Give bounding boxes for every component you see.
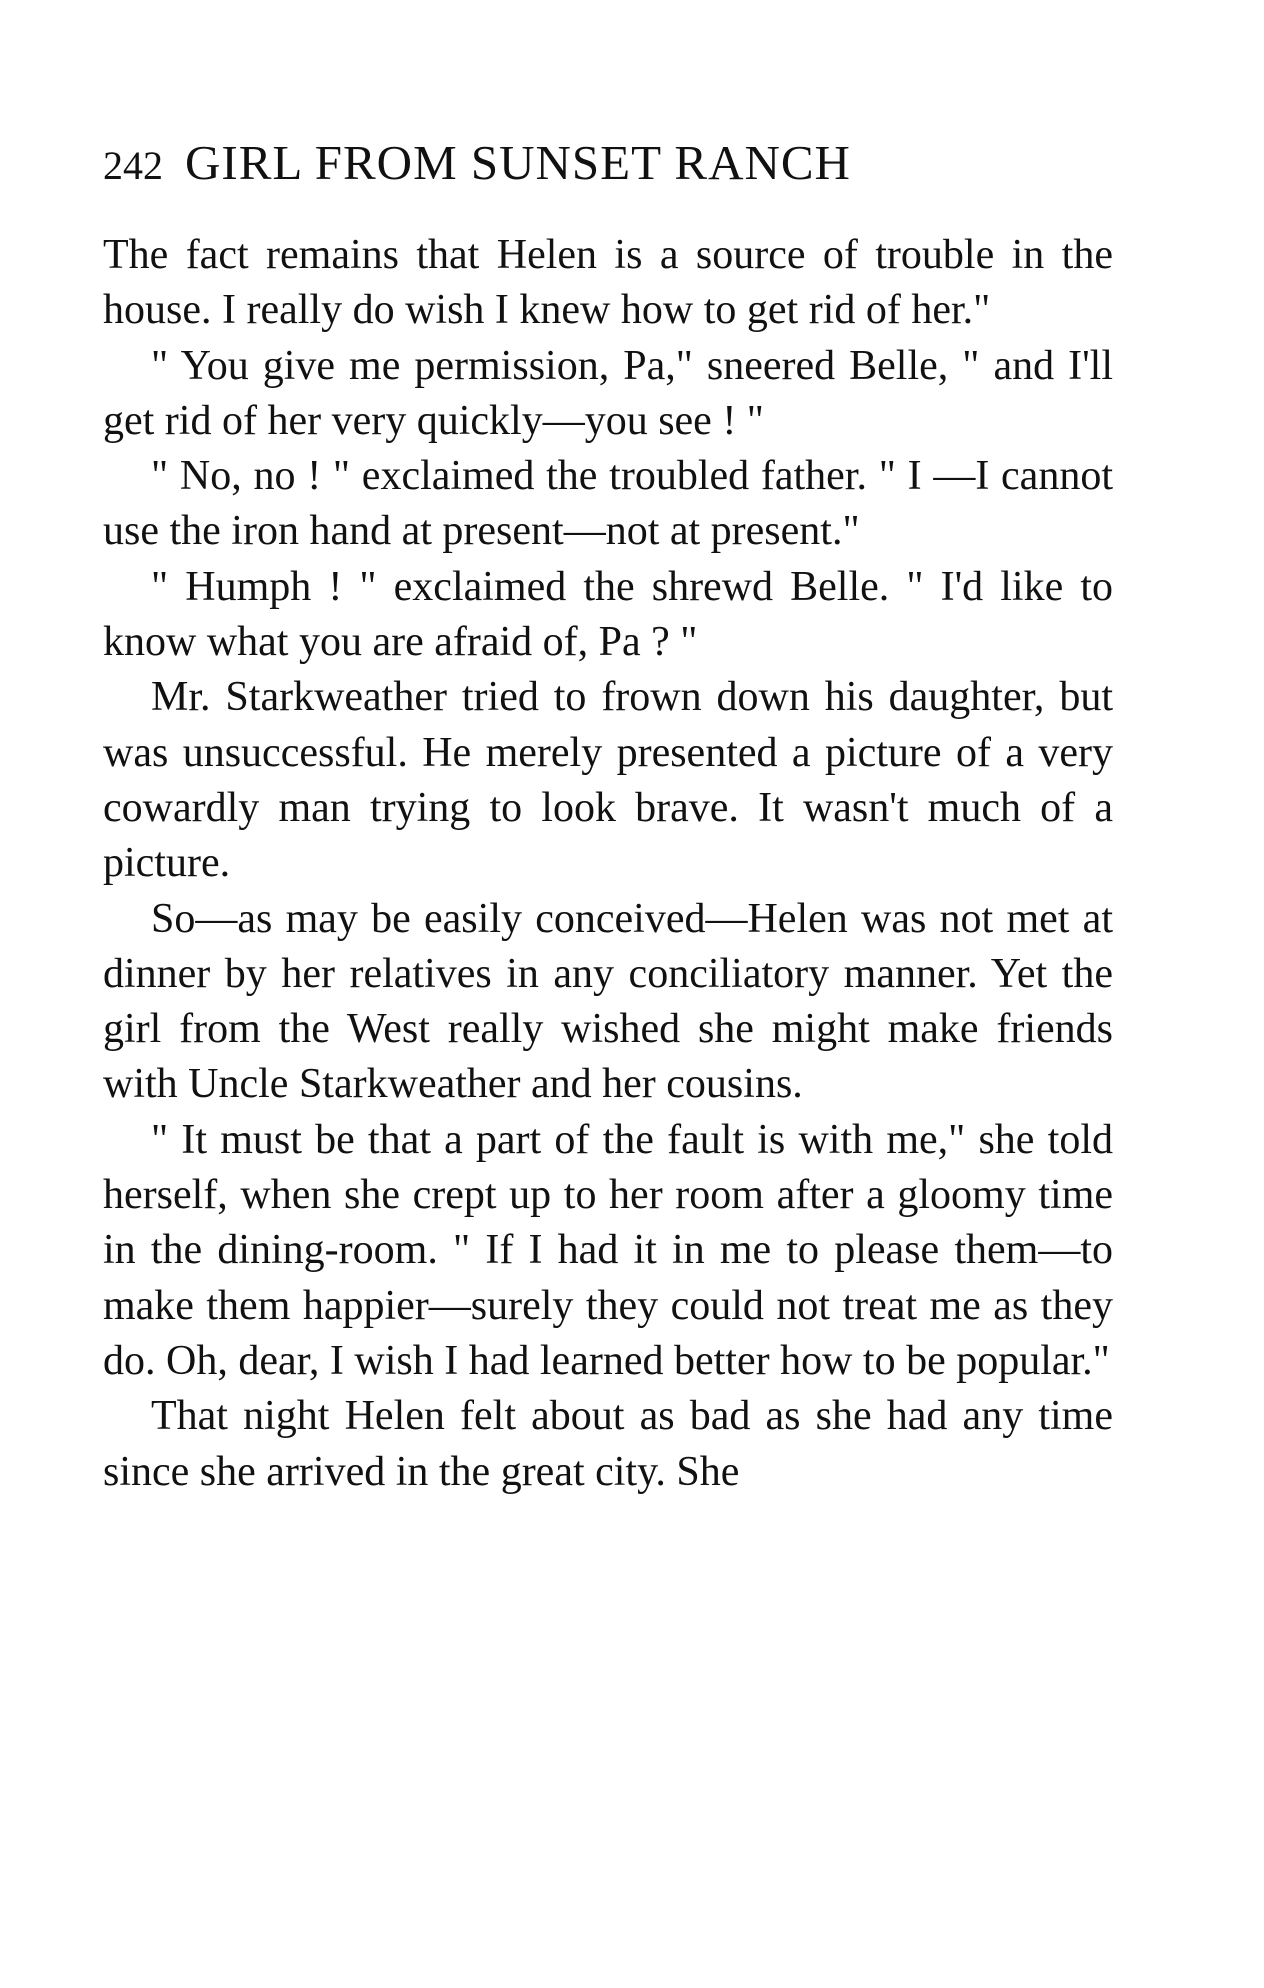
paragraph: So—as may be easily conceived—Helen was not met at dinner by her relatives in any conciliatory manner. Yet the girl from the West really wished she might make friends with Uncle Starkweather and her cousins. xyxy=(103,895,1113,1108)
running-title: GIRL FROM SUNSET RANCH xyxy=(185,135,851,190)
paragraph: " It must be that a part of the fault is with me," she told herself, when she crept up to her room after a gloomy time in the dining-room. " If I had it in me to please them—to make them happier—surely they could not treat me as they do. Oh, dear, I wish I had learned better how to be popular." xyxy=(103,1116,1113,1384)
page-header xyxy=(103,128,1123,198)
paragraph: " No, no ! " exclaimed the troubled father. " I —I cannot use the iron hand at present—not at present." xyxy=(103,453,1113,555)
page-number: 242 xyxy=(103,143,163,188)
paragraph: That night Helen felt about as bad as she had any time since she arrived in the great city. She xyxy=(103,1393,1113,1495)
paragraph: " Humph ! " exclaimed the shrewd Belle. " I'd like to know what you are afraid of, Pa ? " xyxy=(103,563,1113,666)
paragraph: " You give me permission, Pa," sneered Belle, " and I'll get rid of her very quickly—you see ! " xyxy=(103,342,1113,444)
paragraph-continuation: The fact remains that Helen is a source of trouble in the house. I really do wish I knew how to get rid of her." xyxy=(103,232,1113,334)
paragraph: Mr. Starkweather tried to frown down his daughter, but was unsuccessful. He merely presented a picture of a very cowardly man trying to look brave. It wasn't much of a picture. xyxy=(103,674,1113,887)
body-text xyxy=(103,228,1113,1500)
